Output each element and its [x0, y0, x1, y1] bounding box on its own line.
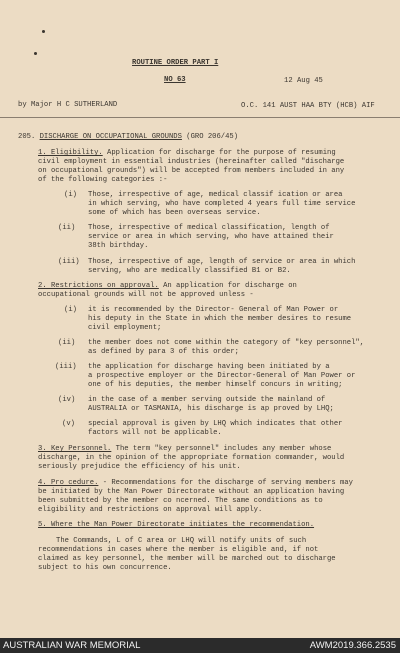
header-rule — [0, 117, 400, 118]
para-3-line-0 — [38, 445, 331, 454]
order-author: by Major H C SUTHERLAND — [18, 101, 118, 109]
para-5-heading: 5. Where the Man Power Directorate initiates the recommendation. — [38, 521, 315, 529]
order-title: ROUTINE ORDER PART I — [132, 59, 219, 67]
punch-mark — [34, 52, 37, 55]
para-5-line: claimed as key personnel, the member will be marched out to discharge — [38, 555, 336, 563]
para-5-line: The Commands, L of C area or LHQ will notify units of such — [56, 537, 307, 545]
item-number: (i) — [64, 306, 77, 314]
item-line: a prospective employer or the Director-General of Man Power or — [88, 372, 356, 380]
item-line: his deputy in the State in which the member desires to resume — [88, 315, 352, 323]
item-line: some of which has been overseas service. — [88, 209, 261, 217]
item-line: 38th birthday. — [88, 242, 149, 250]
para-1-line: on occupational grounds") will be accepted from members included in any — [38, 167, 345, 175]
section-number: 205. — [18, 133, 36, 141]
item-line: one of his deputies, the member himself concurs in writing; — [88, 381, 343, 389]
item-line: civil employment; — [88, 324, 162, 332]
order-number: NO 63 — [164, 76, 186, 84]
para-4-line: eligibility and restrictions on approval will apply. — [38, 506, 263, 514]
item-number: (iv) — [58, 396, 76, 404]
item-line: the member does not come within the category of "key personnel", — [88, 339, 365, 347]
section-reference: (GRO 206/45) — [186, 133, 239, 141]
para-1-line: of the following categories :- — [38, 176, 168, 184]
item-number: (iii) — [58, 258, 80, 266]
item-line: Those, irrespective of age, medical classif ication or area — [88, 191, 343, 199]
para-2-text: An application for discharge on — [163, 282, 297, 290]
para-1-line-0 — [38, 149, 336, 158]
item-number: (i) — [64, 191, 77, 199]
item-line: in the case of a member serving outside the mainland of — [88, 396, 326, 404]
para-1-line: civil employment in essential industries (hereinafter called "discharge — [38, 158, 345, 166]
para-4-line: been submitted by the member co ncerned. The same conditions as to — [38, 497, 323, 505]
para-2-line-0 — [38, 282, 297, 291]
archive-caption-bar — [0, 638, 400, 653]
para-5-line: recommendations in cases where the member is eligible and, if not — [38, 546, 319, 554]
para-4-text: - Recommendations for the discharge of serving members may — [102, 479, 353, 487]
item-number: (v) — [62, 420, 75, 428]
para-1-heading: 1. Eligibility. — [38, 149, 103, 157]
item-line: as defined by para 3 of this order; — [88, 348, 239, 356]
item-number: (iii) — [55, 363, 77, 371]
para-3-text: The term "key personnel" includes any member whose — [115, 445, 332, 453]
item-line: it is recommended by the Director- General of Man Power or — [88, 306, 339, 314]
para-4-line-0 — [38, 479, 353, 488]
item-line: special approval is given by LHQ which indicates that other — [88, 420, 343, 428]
section-title: DISCHARGE ON OCCUPATIONAL GROUNDS — [39, 133, 182, 141]
item-line: in which serving, who have completed 4 years full time service — [88, 200, 356, 208]
para-2-line: occupational grounds will not be approved unless - — [38, 291, 254, 299]
item-number: (ii) — [58, 224, 76, 232]
archive-name: AUSTRALIAN WAR MEMORIAL — [3, 640, 141, 651]
item-line: service or area in which serving, who have attained their — [88, 233, 334, 241]
para-4-line: be initiated by the Man Power Directorate without an application having — [38, 488, 345, 496]
para-3-line: seriously prejudice the efficiency of his unit. — [38, 463, 241, 471]
item-line: the application for discharge having been initiated by a — [88, 363, 330, 371]
para-3-heading: 3. Key Personnel. — [38, 445, 112, 453]
item-number: (ii) — [58, 339, 76, 347]
item-line: AUSTRALIA or TASMANIA, his discharge is ap proved by LHQ; — [88, 405, 334, 413]
item-line: Those, irrespective of medical classification, length of — [88, 224, 330, 232]
order-date: 12 Aug 45 — [284, 77, 323, 85]
para-5-line: subject to his own concurrence. — [38, 564, 172, 572]
order-unit: O.C. 141 AUST HAA BTY (HCB) AIF — [241, 102, 375, 110]
para-1-text: Application for discharge for the purpose of resuming — [107, 149, 336, 157]
para-4-heading: 4. Pro cedure. — [38, 479, 99, 487]
punch-mark — [42, 30, 45, 33]
para-2-heading: 2. Restrictions on approval. — [38, 282, 159, 290]
para-3-line: discharge, in the opinion of the appropriate formation commander, would — [38, 454, 345, 462]
item-line: factors will not be applicable. — [88, 429, 222, 437]
item-line: Those, irrespective of age, length of service or area in which — [88, 258, 356, 266]
section-heading — [18, 133, 238, 142]
archive-reference: AWM2019.366.2535 — [309, 640, 396, 651]
item-line: serving, who are medically classified B1 or B2. — [88, 267, 291, 275]
